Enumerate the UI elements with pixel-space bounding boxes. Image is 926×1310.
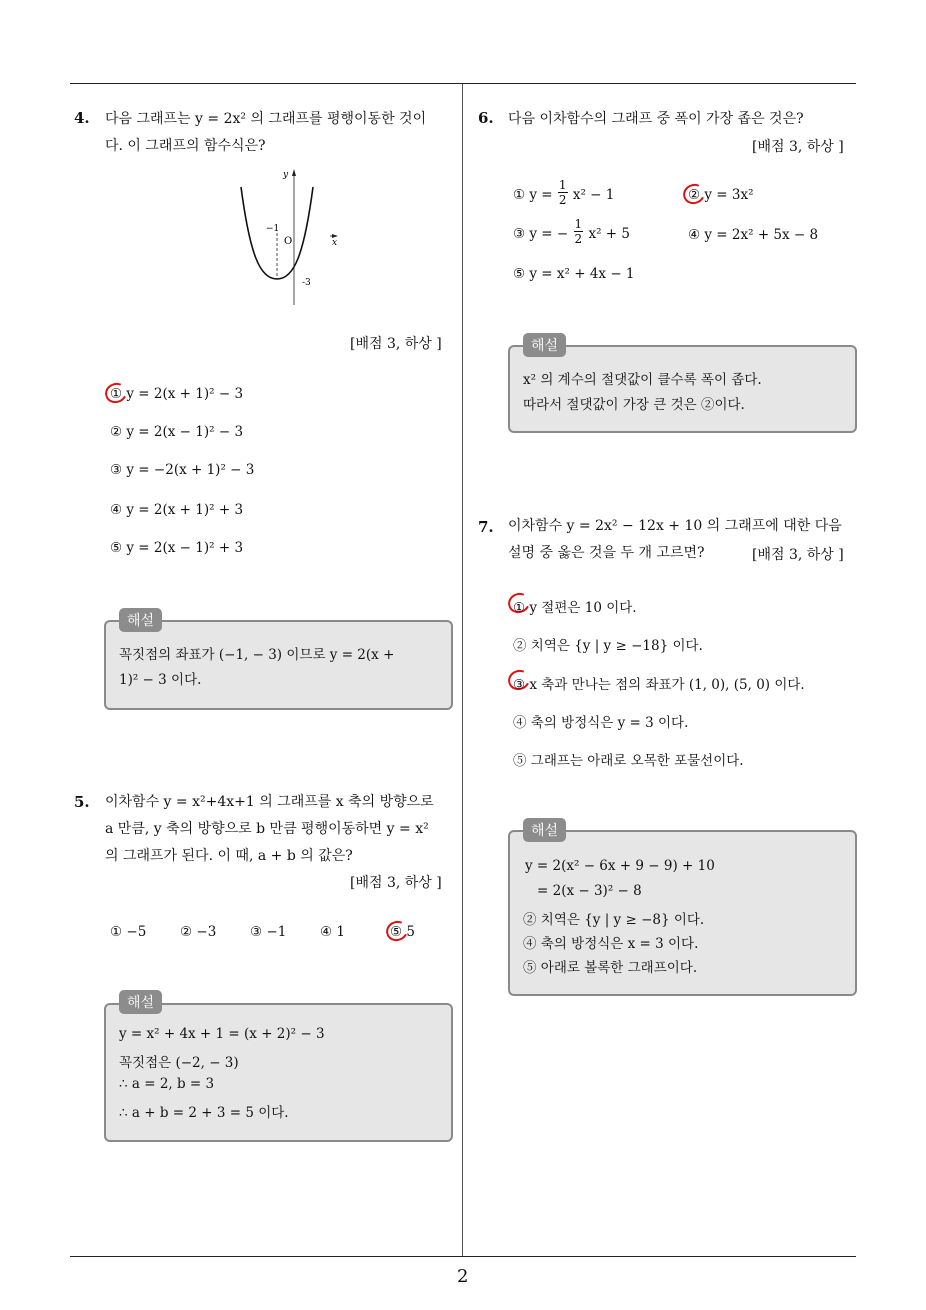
option-2[interactable]: ② y = 2(x − 1)² − 3 xyxy=(110,424,244,440)
fraction-numerator: 1 xyxy=(574,217,583,231)
solution-line: y = x² + 4x + 1 = (x + 2)² − 3 xyxy=(119,1026,325,1042)
solution-line: ④ 축의 방정식은 x = 3 이다. xyxy=(523,936,699,952)
fraction-denominator: 2 xyxy=(574,232,583,246)
bottom-rule xyxy=(70,1256,856,1257)
x-axis-label: x xyxy=(332,238,338,248)
option-1[interactable]: ① −5 xyxy=(110,924,147,940)
option-2[interactable]: ② −3 xyxy=(180,924,217,940)
score-label: [배점 3, 하상 ] xyxy=(350,336,442,352)
option-suffix: x² + 5 xyxy=(588,226,630,242)
min-value-label: -3 xyxy=(302,278,311,288)
solution-line: 꼭짓점은 (−2, − 3) xyxy=(119,1055,239,1071)
option-3[interactable]: ③ −1 xyxy=(250,924,287,940)
option-3[interactable] xyxy=(513,217,630,255)
option-prefix: ③ y = − xyxy=(513,226,569,242)
question-number: 6. xyxy=(478,109,494,127)
solution-box xyxy=(104,1003,453,1142)
solution-line: y = 2(x² − 6x + 9 − 9) + 10 xyxy=(525,858,715,874)
option-3[interactable]: ③ y = −2(x + 1)² − 3 xyxy=(110,462,255,478)
fraction-numerator: 1 xyxy=(558,178,567,192)
option-1[interactable]: ① y = 2(x + 1)² − 3 xyxy=(110,386,244,402)
solution-box xyxy=(104,620,453,710)
score-label: [배점 3, 하상 ] xyxy=(350,875,442,891)
page-number: 2 xyxy=(457,1266,469,1287)
option-3[interactable]: ③ x 축과 만나는 점의 좌표가 (1, 0), (5, 0) 이다. xyxy=(513,677,805,693)
option-4[interactable]: ④ y = 2x² + 5x − 8 xyxy=(688,227,819,243)
solution-box xyxy=(508,830,857,996)
question-text-line: 설명 중 옳은 것을 두 개 고르면? xyxy=(508,545,705,561)
question-text-line: 의 그래프가 된다. 이 때, a + b 의 값은? xyxy=(105,848,353,864)
score-label: [배점 3, 하상 ] xyxy=(752,139,844,155)
question-text-line: 다. 이 그래프의 함수식은? xyxy=(105,138,266,154)
option-prefix: ① y = xyxy=(513,187,553,203)
solution-line: ② 치역은 {y | y ≥ −8} 이다. xyxy=(523,912,705,928)
solution-tag: 해설 xyxy=(523,333,566,357)
option-5[interactable]: ⑤ 5 xyxy=(390,924,415,940)
option-5[interactable]: ⑤ 그래프는 아래로 오목한 포물선이다. xyxy=(513,753,744,769)
solution-line: 꼭짓점의 좌표가 (−1, − 3) 이므로 y = 2(x + xyxy=(119,647,395,663)
solution-tag: 해설 xyxy=(119,608,162,632)
option-4[interactable]: ④ y = 2(x + 1)² + 3 xyxy=(110,502,244,518)
question-number: 5. xyxy=(74,793,90,811)
solution-line: x² 의 계수의 절댓값이 클수록 폭이 좁다. xyxy=(523,372,762,388)
origin-label: O xyxy=(284,236,293,247)
solution-line: = 2(x − 3)² − 8 xyxy=(537,883,642,899)
option-5[interactable]: ⑤ y = x² + 4x − 1 xyxy=(513,266,635,282)
option-suffix: x² − 1 xyxy=(572,187,615,203)
option-2[interactable]: ② 치역은 {y | y ≥ −18} 이다. xyxy=(513,638,703,654)
fraction xyxy=(574,217,584,246)
column-divider xyxy=(462,84,463,1257)
question-text-line: a 만큼, y 축의 방향으로 b 만큼 평행이동하면 y = x² xyxy=(105,821,429,837)
option-4[interactable]: ④ 1 xyxy=(320,924,345,940)
fraction xyxy=(558,178,568,207)
solution-line: 1)² − 3 이다. xyxy=(119,672,202,688)
parabola-graph xyxy=(230,165,350,310)
top-rule xyxy=(70,83,856,84)
solution-tag: 해설 xyxy=(523,818,566,842)
question-number: 7. xyxy=(478,518,494,536)
option-5[interactable]: ⑤ y = 2(x − 1)² + 3 xyxy=(110,540,244,556)
option-4[interactable]: ④ 축의 방정식은 y = 3 이다. xyxy=(513,715,689,731)
solution-line: ∴ a + b = 2 + 3 = 5 이다. xyxy=(119,1105,289,1121)
option-2[interactable]: ② y = 3x² xyxy=(688,187,754,203)
vertex-x-label: −1 xyxy=(266,224,280,234)
question-number: 4. xyxy=(74,109,90,127)
solution-box xyxy=(508,345,857,433)
solution-tag: 해설 xyxy=(119,990,162,1014)
question-text-line: 이차함수 y = x²+4x+1 의 그래프를 x 축의 방향으로 xyxy=(105,794,434,810)
y-axis-label: y xyxy=(283,170,289,180)
fraction-denominator: 2 xyxy=(558,193,567,207)
question-text-line: 다음 그래프는 y = 2x² 의 그래프를 평행이동한 것이 xyxy=(105,111,427,127)
option-1[interactable] xyxy=(513,178,614,216)
question-text-line: 다음 이차함수의 그래프 중 폭이 가장 좁은 것은? xyxy=(508,111,804,127)
solution-line: ∴ a = 2, b = 3 xyxy=(119,1076,215,1092)
option-1[interactable]: ① y 절편은 10 이다. xyxy=(513,600,637,616)
solution-line: ⑤ 아래로 볼록한 그래프이다. xyxy=(523,960,698,976)
solution-line: 따라서 절댓값이 가장 큰 것은 ②이다. xyxy=(523,397,745,413)
question-text-line: 이차함수 y = 2x² − 12x + 10 의 그래프에 대한 다음 xyxy=(508,518,842,534)
score-label: [배점 3, 하상 ] xyxy=(752,547,844,563)
